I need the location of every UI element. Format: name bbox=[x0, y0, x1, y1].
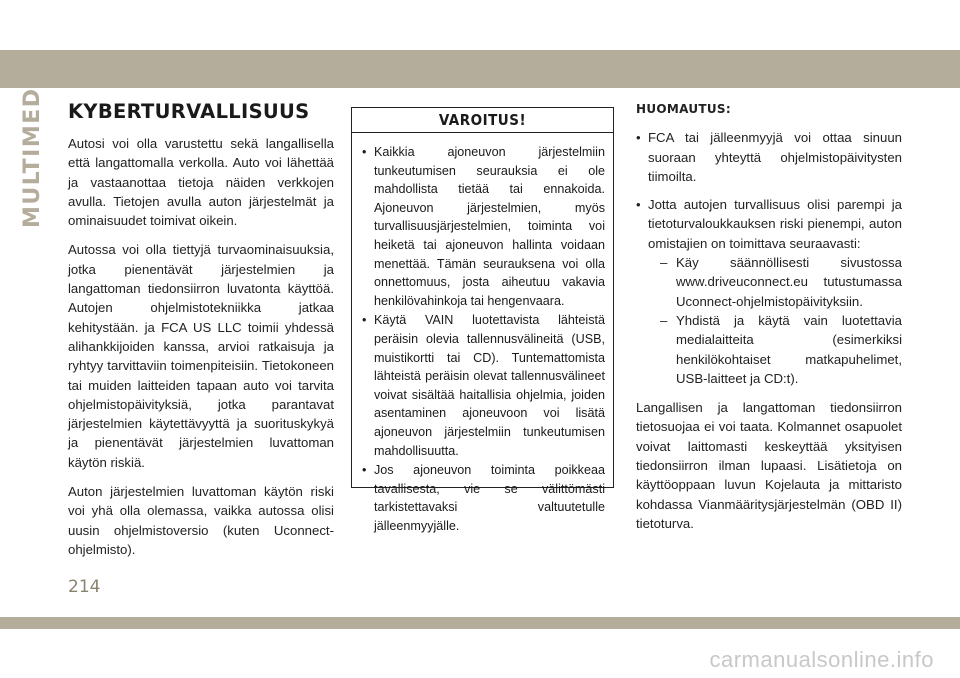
warning-title: VAROITUS! bbox=[352, 108, 613, 133]
column-left bbox=[68, 100, 334, 569]
bottom-color-strip bbox=[0, 617, 960, 629]
bottom-band bbox=[0, 617, 960, 678]
top-band bbox=[0, 0, 960, 88]
top-color-strip bbox=[0, 50, 960, 88]
warning-item: • Käytä VAIN luotettavista lähteistä peräisin olevia tallennusvälineitä (USB, muistikortti tai CD). Tuntemattomista lähteistä peräisin olevat tallennusvälineet voivat sisältää haitallisia ohjelmia, joiden asentaminen ajoneuvoon voi lisätä ajoneuvon järjestelmiin tunkeutumisen mahdollisuutta. bbox=[362, 311, 605, 460]
paragraph: Autossa voi olla tiettyjä turvaominaisuuksia, jotka pienentävät järjestelmien ja langattoman tiedonsiirron luvatonta käyttöä. Autojen ohjelmistotekniikka jatkaa kehitystään. ja FCA US LLC toimii yhdessä alihankkijoiden kanssa, arvioi ratkaisuja ja ryhtyy tarvittaviin toimenpiteisiin. Tietokoneen tai muiden laitteiden tapaan auto voi tarvita ohjelmistopäivityksiä, jotka parantavat järjestelmien käytettävyyttä ja suorituskykyä ja pienentävät järjestelmien luvattoman käytön riskiä. bbox=[68, 242, 334, 470]
warning-list bbox=[352, 133, 613, 535]
warning-item: • Jos ajoneuvon toiminta poikkeaa tavallisesta, vie se välittömästi tarkistettavaksi valtuutetulle jälleenmyyjälle. bbox=[362, 461, 605, 535]
section-side-label: MULTIMEDIA bbox=[20, 59, 45, 228]
warning-item: • Kaikkia ajoneuvon järjestelmiin tunkeutumisen seurauksia ei ole mahdollista tietää tai ennakoida. Ajoneuvon järjestelmien, myös turvallisuusjärjestelmien, toiminta voi heiketä tai ajoneuvon hallinta voidaan menettää. Tämän seurauksena voi olla onnettomuus, josta aiheutuu vakavia henkilövahinkoja tai hengenvaara. bbox=[362, 143, 605, 310]
page-number: 214 bbox=[68, 577, 101, 597]
column-right bbox=[636, 100, 902, 543]
note-sublist bbox=[648, 253, 902, 388]
note-subitem: – Yhdistä ja käytä vain luotettavia medialaitteita (esimerkiksi henkilökohtaiset matkapuhelimet, USB-laitteet ja CD:t). bbox=[660, 311, 902, 388]
warning-box bbox=[351, 107, 614, 533]
note-list bbox=[636, 128, 902, 388]
note-item-text: Jotta autojen turvallisuus olisi parempi ja tietoturvaloukkauksen riski pienempi, auton omistajien on toimittava seuraavasti: bbox=[648, 197, 902, 251]
paragraph: Autosi voi olla varustettu sekä langallisella että langattomalla verkolla. Auto voi lähettää ja vastaanottaa tietoja näiden verkkojen avulla. Tietojen avulla auton järjestelmät ja ominaisuudet toimivat oikein. bbox=[68, 136, 334, 229]
paragraph: Langallisen ja langattoman tiedonsiirron tietosuojaa ei voi taata. Kolmannet osapuolet voivat laittomasti keskeyttää yksityisen tiedonsiirron ilman lupaasi. Lisätietoja on käyttöoppaan luvun Kojelauta ja mittaristo kohdassa Vianmääritysjärjestelmän (OBD II) tietoturva. bbox=[636, 400, 902, 531]
note-subitem: – Käy säännöllisesti sivustossa www.driveuconnect.eu tutustumassa Uconnect-ohjelmistopäivityksiin. bbox=[660, 253, 902, 311]
note-item: • FCA tai jälleenmyyjä voi ottaa sinuun suoraan yhteyttä ohjelmistopäivitysten tiimoilta. bbox=[636, 128, 902, 186]
note-item bbox=[636, 195, 902, 388]
note-title: HUOMAUTUS: bbox=[636, 102, 731, 116]
paragraph: Auton järjestelmien luvattoman käytön riski voi yhä olla olemassa, vaikka autossa olisi uusin ohjelmistoversio (kuten Uconnect-ohjelmisto). bbox=[68, 484, 334, 557]
page-title: KYBERTURVALLISUUS bbox=[68, 100, 310, 123]
watermark-text: carmanualsonline.info bbox=[709, 647, 934, 672]
